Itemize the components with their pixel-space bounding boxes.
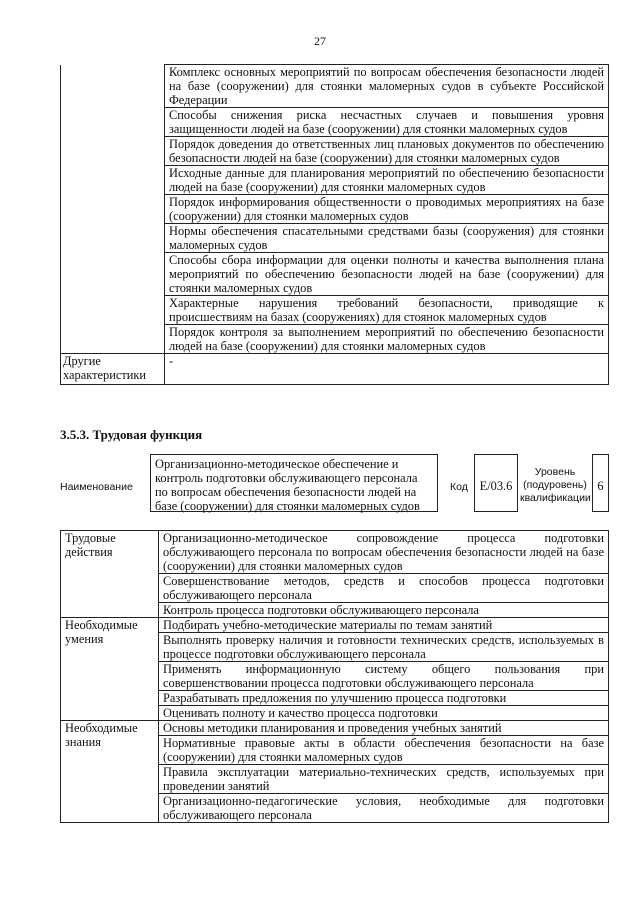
knowledge-item: Комплекс основных мероприятий по вопросам обеспечения безопасности людей на базе (сооружении) для стоянки маломерных судов в субъекте Российской Федерации bbox=[165, 65, 609, 108]
knowledge-item: Нормы обеспечения спасательными средствами базы (сооружения) для стоянки маломерных судов bbox=[165, 224, 609, 253]
table-row bbox=[61, 531, 609, 574]
knowledge-item: Характерные нарушения требований безопасности, приводящие к происшествиям на базах (сооружениях) для стоянок маломерных судов bbox=[165, 296, 609, 325]
knowledge-item: Порядок доведения до ответственных лиц плановых документов по обеспечению безопасности людей на базе (сооружении) для стоянки маломерных судов bbox=[165, 137, 609, 166]
other-characteristics-value: - bbox=[165, 354, 609, 385]
function-code: E/03.6 bbox=[474, 454, 518, 512]
skills-label: Необходимые умения bbox=[61, 618, 159, 721]
section-heading: 3.5.3. Трудовая функция bbox=[60, 427, 203, 442]
qualification-level: 6 bbox=[592, 454, 609, 512]
empty-label-cell bbox=[61, 65, 165, 354]
name-label: Наименование bbox=[60, 481, 133, 493]
knowledge-item: Способы снижения риска несчастных случаев и повышения уровня защищенности людей на базе (сооружении) для стоянки маломерных судов bbox=[165, 108, 609, 137]
skill-item: Оценивать полноту и качество процесса подготовки bbox=[159, 706, 609, 721]
function-header bbox=[60, 454, 609, 518]
knowledge-item: Способы сбора информации для оценки полноты и качества выполнения плана мероприятий по обеспечению безопасности людей на базе (сооружении) для стоянки маломерных судов bbox=[165, 253, 609, 296]
skill-item: Разрабатывать предложения по улучшению процесса подготовки bbox=[159, 691, 609, 706]
knowledge-continuation-table bbox=[60, 64, 609, 385]
knowledge-item: Основы методики планирования и проведения учебных занятий bbox=[159, 721, 609, 736]
knowledge-item: Организационно-педагогические условия, необходимые для подготовки обслуживающего персонала bbox=[159, 794, 609, 823]
table-row bbox=[61, 618, 609, 633]
function-name: Организационно-методическое обеспечение и контроль подготовки обслуживающего персонала по вопросам обеспечения безопасности людей на базе (сооружении) для стоянки маломерных судов bbox=[150, 454, 438, 512]
labor-function-table bbox=[60, 530, 609, 823]
knowledge-item: Нормативные правовые акты в области обеспечения безопасности на базе (сооружении) для стоянки маломерных судов bbox=[159, 736, 609, 765]
level-label: Уровень (подуровень) квалификации bbox=[520, 466, 591, 504]
skill-item: Применять информационную систему общего пользования при совершенствовании процесса подготовки обслуживающего персонала bbox=[159, 662, 609, 691]
knowledge-item: Порядок контроля за выполнением мероприятий по обеспечению безопасности людей на базе (сооружении) для стоянки маломерных судов bbox=[165, 325, 609, 354]
skill-item: Выполнять проверку наличия и готовности технических средств, используемых в процессе подготовки обслуживающего персонала bbox=[159, 633, 609, 662]
action-item: Совершенствование методов, средств и способов процесса подготовки обслуживающего персонала bbox=[159, 574, 609, 603]
skill-item: Подбирать учебно-методические материалы по темам занятий bbox=[159, 618, 609, 633]
table-row bbox=[61, 354, 609, 385]
actions-label: Трудовые действия bbox=[61, 531, 159, 618]
code-label: Код bbox=[450, 481, 468, 493]
action-item: Контроль процесса подготовки обслуживающего персонала bbox=[159, 603, 609, 618]
other-characteristics-label: Другие характеристики bbox=[61, 354, 165, 385]
knowledge-item: Исходные данные для планирования мероприятий по обеспечению безопасности людей на базе (сооружении) для стоянки маломерных судов bbox=[165, 166, 609, 195]
action-item: Организационно-методическое сопровождение процесса подготовки обслуживающего персонала по вопросам обеспечения безопасности людей на базе (сооружении) для стоянки маломерных судов bbox=[159, 531, 609, 574]
knowledge-label: Необходимые знания bbox=[61, 721, 159, 823]
table-row bbox=[61, 721, 609, 736]
knowledge-item: Порядок информирования общественности о проводимых мероприятиях на базе (сооружении) для стоянки маломерных судов bbox=[165, 195, 609, 224]
knowledge-item: Правила эксплуатации материально-технических средств, используемых при проведении занятий bbox=[159, 765, 609, 794]
table-row bbox=[61, 65, 609, 108]
page-number: 27 bbox=[314, 34, 326, 48]
